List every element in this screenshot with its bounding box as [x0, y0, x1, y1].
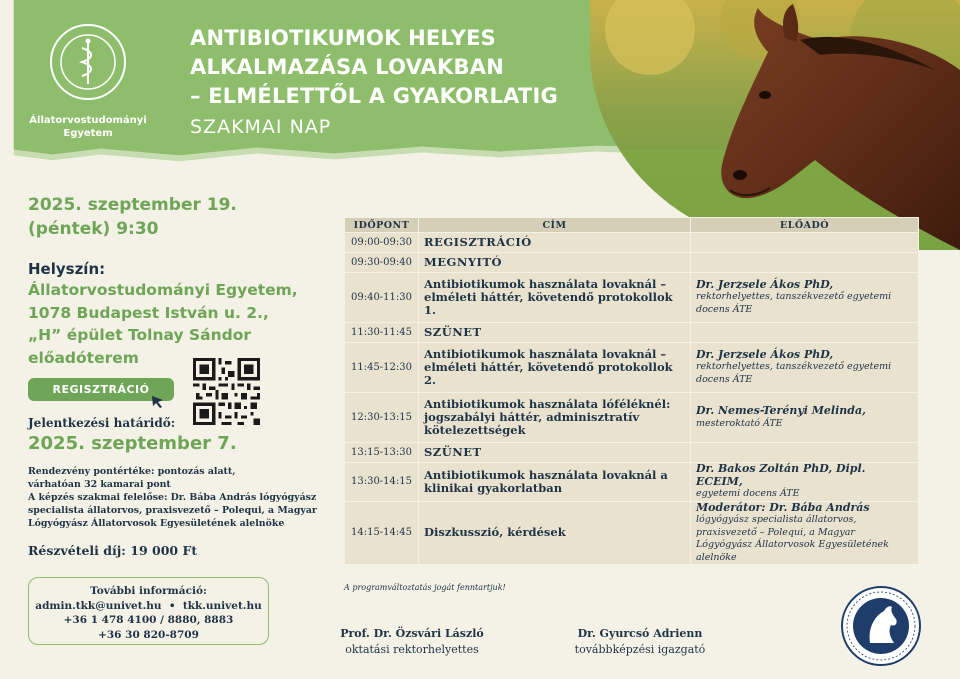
speaker-role: lógyógyász specialista állatorvos, praxisvezető – Polequi, a Magyar Lógyógyász Állatorvosok Egyesületének alelnöke — [696, 514, 889, 563]
row-topic: Diszkusszió, kérdések — [419, 501, 691, 565]
venue-line: Állatorvostudományi Egyetem, — [28, 281, 298, 299]
venue-line: „H” épület Tolnay Sándor — [28, 326, 252, 344]
logo-text-line2: Egyetem — [63, 128, 113, 139]
signature-1 — [332, 626, 492, 658]
program-disclaimer: A programváltoztatás jogát fenntartjuk! — [344, 583, 506, 592]
contact-email-web[interactable]: admin.tkk@univet.hu • tkk.univet.hu — [35, 599, 262, 612]
note-line: Lógyógyász Állatorvosok Egyesületének alelnöke — [28, 518, 285, 529]
row-topic: Antibiotikumok használata lovaknál a klinikai gyakorlatban — [419, 463, 691, 502]
row-topic: REGISZTRÁCIÓ — [419, 233, 691, 253]
schedule-row — [345, 273, 919, 323]
schedule-row — [345, 253, 919, 273]
schedule-row — [345, 343, 919, 393]
header-time: IDŐPONT — [345, 218, 419, 233]
deadline-label: Jelentkezési határidő: — [28, 416, 176, 430]
event-subtitle: SZAKMAI NAP — [190, 116, 332, 138]
contact-box — [28, 577, 269, 645]
row-speaker-cell — [691, 233, 919, 253]
schedule-row — [345, 323, 919, 343]
speaker-name: Dr. Bakos Zoltán PhD, Dipl. ECEIM, — [696, 462, 866, 488]
signature-2 — [560, 626, 720, 658]
venue-address — [28, 279, 328, 369]
signature-title: továbbképzési igazgató — [574, 643, 706, 656]
speaker-role: mesteroktató ÁTE — [696, 417, 783, 429]
row-time: 09:30-09:40 — [345, 253, 419, 273]
university-logo — [28, 22, 148, 140]
pointer-cursor-icon — [151, 395, 165, 409]
schedule-row — [345, 393, 919, 443]
row-time: 13:30-14:15 — [345, 463, 419, 502]
schedule-header-row — [345, 218, 919, 233]
signature-name: Prof. Dr. Özsvári László — [340, 627, 484, 640]
row-time: 12:30-13:15 — [345, 393, 419, 443]
schedule-row — [345, 443, 919, 463]
schedule-row — [345, 233, 919, 253]
event-title — [190, 24, 620, 141]
speaker-role: rektorhelyettes, tanszékvezető egyetemi docens ÁTE — [696, 291, 892, 315]
row-time: 14:15-14:45 — [345, 501, 419, 565]
row-speaker-cell — [691, 463, 919, 502]
row-time: 13:15-13:30 — [345, 443, 419, 463]
row-time: 11:45-12:30 — [345, 343, 419, 393]
row-topic: SZÜNET — [419, 443, 691, 463]
signature-name: Dr. Gyurcsó Adrienn — [577, 627, 703, 640]
row-speaker-cell — [691, 253, 919, 273]
speaker-name: Moderátor: Dr. Bába András — [696, 500, 870, 514]
row-time: 09:40-11:30 — [345, 273, 419, 323]
header-speaker: ELŐADÓ — [691, 218, 919, 233]
row-speaker-cell — [691, 501, 919, 565]
contact-title: További információ: — [90, 585, 207, 597]
venue-line: előadóterem — [28, 348, 139, 367]
note-line: A képzés szakmai felelőse: Dr. Bába András lógyógyász — [28, 492, 317, 503]
note-line: specialista állatorvos, praxisvezető – Polequi, a Magyar — [28, 505, 317, 516]
speaker-name: Dr. Jerzsele Ákos PhD, — [696, 277, 834, 291]
horse-photo — [590, 0, 960, 250]
speaker-role: rektorhelyettes, tanszékvezető egyetemi docens ÁTE — [696, 361, 892, 385]
note-line: Rendezvény pontértéke: pontozás alatt, — [28, 466, 236, 477]
row-speaker-cell — [691, 443, 919, 463]
schedule-row — [345, 501, 919, 565]
fee-label: Részvételi díj: — [28, 543, 126, 558]
speaker-name: Dr. Nemes-Terényi Melinda, — [696, 404, 866, 417]
association-logo — [840, 585, 922, 667]
speaker-role: egyetemi docens ÁTE — [696, 488, 800, 499]
note-line: várhatóan 32 kamarai pont — [28, 479, 171, 490]
logo-text-line1: Állatorvostudományi — [29, 115, 147, 126]
row-speaker-cell — [691, 393, 919, 443]
event-day-time: (péntek) 9:30 — [28, 219, 159, 239]
title-line-1: ANTIBIOTIKUMOK HELYES — [190, 26, 496, 50]
row-speaker-cell — [691, 273, 919, 323]
venue-line: 1078 Budapest István u. 2., — [28, 303, 269, 322]
event-info — [28, 193, 328, 641]
title-line-3: – ELMÉLETTŐL A GYAKORLATIG — [190, 84, 558, 108]
row-topic: MEGNYITÓ — [419, 253, 691, 273]
row-topic: SZÜNET — [419, 323, 691, 343]
header-title: CÍM — [419, 218, 691, 233]
schedule-table — [344, 217, 919, 565]
row-topic: Antibiotikumok használata lóféléknél: jogszabályi háttér, adminisztratív kötelezettségek — [419, 393, 691, 443]
speaker-name: Dr. Jerzsele Ákos PhD, — [696, 347, 834, 361]
row-time: 11:30-11:45 — [345, 323, 419, 343]
signature-title: oktatási rektorhelyettes — [345, 643, 479, 656]
qr-code-icon[interactable] — [193, 358, 260, 425]
row-topic: Antibiotikumok használata lovaknál – elméleti háttér, követendő protokollok 2. — [419, 343, 691, 393]
schedule-row — [345, 463, 919, 502]
event-date: 2025. szeptember 19. — [28, 195, 237, 215]
contact-phone-1[interactable]: +36 1 478 4100 / 8880, 8883 — [63, 614, 234, 626]
row-speaker-cell — [691, 323, 919, 343]
row-topic: Antibiotikumok használata lovaknál – elméleti háttér, követendő protokollok 1. — [419, 273, 691, 323]
fee-value: 19 000 Ft — [130, 543, 198, 558]
venue-label: Helyszín: — [28, 260, 106, 278]
register-button[interactable]: REGISZTRÁCIÓ — [28, 378, 174, 401]
title-line-2: ALKALMAZÁSA LOVAKBAN — [190, 55, 504, 79]
event-notes — [28, 465, 328, 530]
participation-fee — [28, 543, 197, 558]
row-time: 09:00-09:30 — [345, 233, 419, 253]
contact-phone-2[interactable]: +36 30 820-8709 — [98, 628, 199, 641]
caduceus-seal-icon — [48, 22, 128, 102]
deadline-date: 2025. szeptember 7. — [28, 433, 237, 454]
row-speaker-cell — [691, 343, 919, 393]
